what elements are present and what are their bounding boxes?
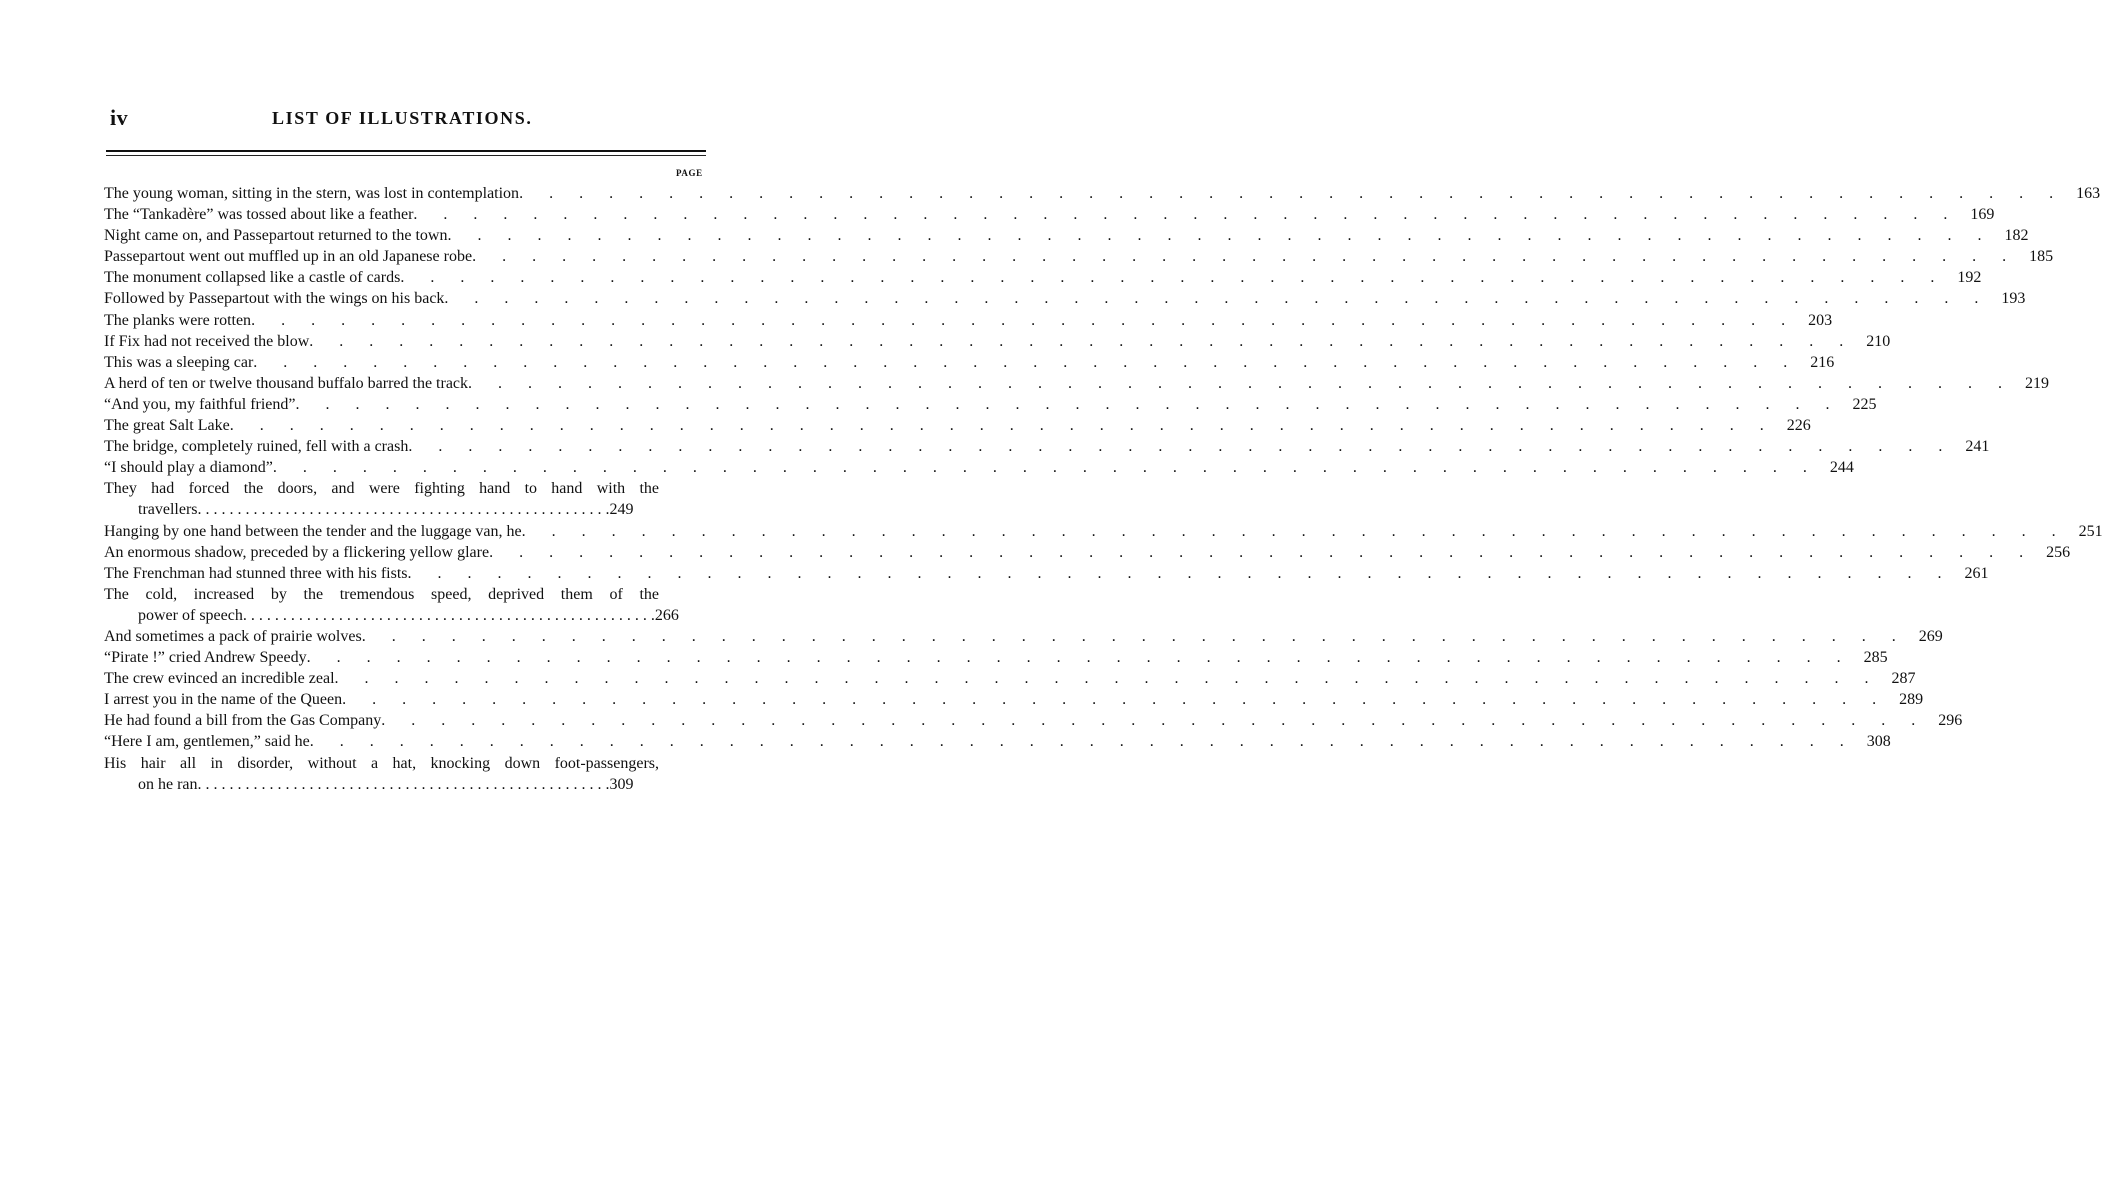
dot-leader: . . . . . . . . . . . . . . . . . . . . . . . . . . . . . . . . . . . . . . . . . . . . . . . . . . . . [468,374,2014,392]
illustration-page-number: 192 [1957,269,1982,287]
illustration-caption-continued-row [104,499,704,520]
illustration-page-number: 225 [1852,395,1877,413]
illustration-entry [104,352,1835,373]
dot-leader: . . . . . . . . . . . . . . . . . . . . . . . . . . . . . . . . . . . . . . . . . . . . . . . . . . . . [472,248,2018,266]
illustration-entry [104,415,1811,436]
illustration-caption-continued: travellers [138,501,198,519]
dot-leader: . . . . . . . . . . . . . . . . . . . . . . . . . . . . . . . . . . . . . . . . . . . . . . . . . . . . [272,459,1818,477]
illustration-entry [104,288,2026,309]
illustration-page-number: 266 [654,606,679,624]
dot-leader: . . . . . . . . . . . . . . . . . . . . . . . . . . . . . . . . . . . . . . . . . . . . . . . . . . . . [295,395,1841,413]
dot-leader: . . . . . . . . . . . . . . . . . . . . . . . . . . . . . . . . . . . . . . . . . . . . . . . . . . . . [342,691,1888,709]
dot-leader: . . . . . . . . . . . . . . . . . . . . . . . . . . . . . . . . . . . . . . . . . . . . . . . . . . . . [381,712,1927,730]
running-title: LIST OF ILLUSTRATIONS. [272,108,533,128]
illustration-caption-continued: on he ran [138,775,198,793]
illustration-page-number: 169 [1970,206,1995,224]
illustration-entry [104,647,1888,668]
illustration-page-number: 249 [609,501,634,519]
illustration-entry [104,331,1891,352]
dot-leader: . . . . . . . . . . . . . . . . . . . . . . . . . . . . . . . . . . . . . . . . . . . . . . . . . . . . [197,501,610,519]
illustration-entry [104,457,1854,478]
illustration-caption: The monument collapsed like a castle of cards [104,269,401,287]
illustration-caption: “Here I am, gentlemen,” said he [104,733,310,751]
page-number: iv [110,105,129,130]
header-rule-thin [106,155,706,156]
dot-leader: . . . . . . . . . . . . . . . . . . . . . . . . . . . . . . . . . . . . . . . . . . . . . . . . . . . . [309,733,1855,751]
illustration-caption: “I should play a diamond” [104,459,273,477]
illustration-caption: Followed by Passepartout with the wings on his back [104,290,445,308]
illustration-page-number: 203 [1808,311,1833,329]
dot-leader: . . . . . . . . . . . . . . . . . . . . . . . . . . . . . . . . . . . . . . . . . . . . . . . . . . . . [253,353,1799,371]
illustration-entry [104,373,2050,394]
illustration-caption: The Frenchman had stunned three with his fists [104,564,408,582]
illustration-entry [104,394,1877,415]
illustration-caption: The bridge, completely ruined, fell with a crash [104,438,409,456]
dot-leader: . . . . . . . . . . . . . . . . . . . . . . . . . . . . . . . . . . . . . . . . . . . . . . . . . . . . [334,670,1880,688]
dot-leader: . . . . . . . . . . . . . . . . . . . . . . . . . . . . . . . . . . . . . . . . . . . . . . . . . . . . [309,332,1855,350]
illustration-caption: An enormous shadow, preceded by a flickering yellow glare [104,543,490,561]
illustration-entry [104,246,2054,267]
illustration-page-number: 193 [2001,290,2026,308]
dot-leader: . . . . . . . . . . . . . . . . . . . . . . . . . . . . . . . . . . . . . . . . . . . . . . . . . . . . [242,606,655,624]
dot-leader: . . . . . . . . . . . . . . . . . . . . . . . . . . . . . . . . . . . . . . . . . . . . . . . . . . . . [519,185,2065,202]
illustration-caption: The planks were rotten [104,311,252,329]
dot-leader: . . . . . . . . . . . . . . . . . . . . . . . . . . . . . . . . . . . . . . . . . . . . . . . . . . . . [447,227,1993,245]
illustration-entry [104,310,1833,331]
illustration-page-number: 219 [2025,374,2050,392]
page-column-label: PAGE [676,168,703,178]
illustration-page-number: 285 [1863,649,1888,667]
dot-leader: . . . . . . . . . . . . . . . . . . . . . . . . . . . . . . . . . . . . . . . . . . . . . . . . . . . . [444,290,1990,308]
illustration-entry [104,731,1891,752]
illustration-caption: A herd of ten or twelve thousand buffalo barred the track [104,374,469,392]
illustration-caption: I arrest you in the name of the Queen [104,691,343,709]
illustration-page-number: 256 [2046,543,2071,561]
illustration-entry [104,436,1990,457]
illustration-entry [104,225,2029,246]
dot-leader: . . . . . . . . . . . . . . . . . . . . . . . . . . . . . . . . . . . . . . . . . . . . . . . . . . . . [361,627,1907,645]
illustration-caption: Night came on, and Passepartout returned to the town [104,227,448,245]
illustration-page-number: 251 [2078,522,2103,540]
dot-leader: . . . . . . . . . . . . . . . . . . . . . . . . . . . . . . . . . . . . . . . . . . . . . . . . . . . . [251,311,1797,329]
illustration-page-number: 261 [1964,564,1989,582]
dot-leader: . . . . . . . . . . . . . . . . . . . . . . . . . . . . . . . . . . . . . . . . . . . . . . . . . . . . [197,775,610,793]
illustration-caption: “And you, my faithful friend” [104,395,296,413]
illustration-page-number: 289 [1899,691,1924,709]
illustration-caption: If Fix had not received the blow [104,332,310,350]
illustration-entry [104,626,1943,647]
illustration-page-number: 185 [2029,248,2054,266]
illustration-caption: Passepartout went out muffled up in an old Japanese robe [104,248,473,266]
illustration-entry [104,710,1963,731]
illustration-caption: Hanging by one hand between the tender and the luggage van, he [104,522,522,540]
illustration-page-number: 241 [1965,438,1990,456]
illustration-entry [104,183,2101,204]
illustration-entry [104,204,1995,225]
illustration-entry [104,542,2071,563]
illustration-page-number: 163 [2076,185,2101,202]
illustration-caption: The “Tankadère” was tossed about like a feather [104,206,414,224]
illustration-caption: He had found a bill from the Gas Company [104,712,382,730]
illustration-list [104,183,2103,795]
illustration-page-number: 210 [1866,332,1891,350]
illustration-page-number: 216 [1810,353,1835,371]
dot-leader: . . . . . . . . . . . . . . . . . . . . . . . . . . . . . . . . . . . . . . . . . . . . . . . . . . . . [413,206,1959,224]
illustration-page-number: 287 [1891,670,1916,688]
illustration-page-number: 226 [1786,417,1811,435]
dot-leader: . . . . . . . . . . . . . . . . . . . . . . . . . . . . . . . . . . . . . . . . . . . . . . . . . . . . [407,564,1953,582]
illustration-caption: This was a sleeping car [104,353,254,371]
illustration-caption: They had forced the doors, and were fighting hand to hand with the [104,480,659,498]
illustration-page-number: 309 [609,775,634,793]
illustration-page-number: 308 [1866,733,1891,751]
dot-leader: . . . . . . . . . . . . . . . . . . . . . . . . . . . . . . . . . . . . . . . . . . . . . . . . . . . . [408,438,1954,456]
dot-leader: . . . . . . . . . . . . . . . . . . . . . . . . . . . . . . . . . . . . . . . . . . . . . . . . . . . . [400,269,1946,287]
illustration-caption-continued-row [104,605,704,626]
illustration-page-number: 296 [1938,712,1963,730]
illustration-caption: “Pirate !” cried Andrew Speedy [104,649,307,667]
dot-leader: . . . . . . . . . . . . . . . . . . . . . . . . . . . . . . . . . . . . . . . . . . . . . . . . . . . . [521,522,2067,540]
illustration-caption: His hair all in disorder, without a hat, knocking down foot-passengers, [104,754,659,772]
illustration-caption-continued: power of speech [138,606,243,624]
illustration-caption: And sometimes a pack of prairie wolves [104,627,362,645]
illustration-entry [104,753,704,795]
illustration-page-number: 269 [1918,627,1943,645]
illustration-page-number: 182 [2004,227,2029,245]
dot-leader: . . . . . . . . . . . . . . . . . . . . . . . . . . . . . . . . . . . . . . . . . . . . . . . . . . . . [229,417,1775,435]
illustration-caption: The great Salt Lake [104,417,230,435]
illustration-caption-continued-row [104,774,704,795]
illustration-caption: The crew evinced an incredible zeal [104,670,335,688]
dot-leader: . . . . . . . . . . . . . . . . . . . . . . . . . . . . . . . . . . . . . . . . . . . . . . . . . . . . [489,543,2035,561]
illustration-entry [104,563,1989,584]
illustration-caption: The cold, increased by the tremendous speed, deprived them of the [104,585,659,603]
illustration-entry [104,689,1924,710]
dot-leader: . . . . . . . . . . . . . . . . . . . . . . . . . . . . . . . . . . . . . . . . . . . . . . . . . . . . [306,649,1852,667]
illustration-caption: The young woman, sitting in the stern, was lost in contemplation [104,185,520,202]
header-rule [106,150,706,152]
illustration-entry [104,267,1982,288]
illustration-entry [104,668,1916,689]
illustration-entry [104,478,704,520]
illustration-entry [104,584,704,626]
illustration-entry [104,521,2103,542]
illustration-page-number: 244 [1829,459,1854,477]
